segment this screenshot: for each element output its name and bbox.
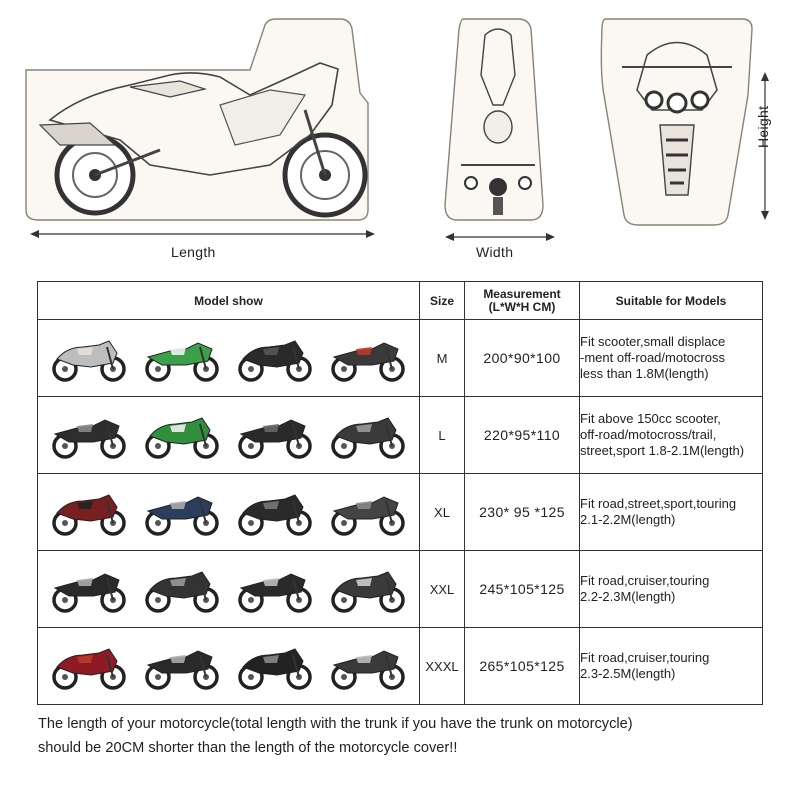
suitable-models-cell [580,628,763,705]
header-measurement-line1: Measurement [483,286,561,301]
length-note [38,712,778,760]
size-cell: M [420,320,465,397]
motorcycle-image [140,333,224,383]
header-measurement [465,282,580,320]
suitable-models-line: off-road/motocross/trail, [580,427,717,442]
measurement-cell: 230* 95 *125 [465,474,580,551]
model-show-cell [38,397,420,474]
motorcycle-image [326,564,410,614]
length-note-line1: The length of your motorcycle(total length with the trunk if you have the trunk on motorcycle) [38,716,633,732]
measurement-cell: 220*95*110 [465,397,580,474]
suitable-models-line: less than 1.8M(length) [580,366,709,381]
header-size: Size [420,282,465,320]
motorcycle-image [233,487,317,537]
suitable-models-line: Fit above 150cc scooter, [580,411,721,426]
model-show-cell [38,320,420,397]
motorcycle-image [140,564,224,614]
motorcycle-image [47,410,131,460]
motorcycle-image [140,410,224,460]
suitable-models-cell [580,320,763,397]
table-row [38,474,763,551]
suitable-models-line: Fit road,cruiser,touring [580,650,710,665]
suitable-models-line: Fit scooter,small displace [580,334,726,349]
table-row [38,551,763,628]
table-row [38,397,763,474]
motorcycle-image [233,564,317,614]
suitable-models-cell [580,474,763,551]
table-row [38,320,763,397]
size-cell: XL [420,474,465,551]
size-chart-table [37,281,763,705]
size-cell: L [420,397,465,474]
motorcycle-image [326,641,410,691]
motorcycle-image [47,641,131,691]
measurement-cell: 200*90*100 [465,320,580,397]
header-measurement-line2: (L*W*H CM) [488,299,556,314]
suitable-models-line: Fit road,street,sport,touring [580,496,737,511]
motorcycle-image [140,487,224,537]
model-show-cell [38,628,420,705]
size-cell: XXL [420,551,465,628]
suitable-models-cell [580,397,763,474]
motorcycle-image [47,487,131,537]
suitable-models-line: 2.3-2.5M(length) [580,666,676,681]
suitable-models-line: -ment off-road/motocross [580,350,725,365]
header-suitable: Suitable for Models [580,282,763,320]
front-view-diagram [443,15,553,225]
model-show-cell [38,551,420,628]
motorcycle-image [140,641,224,691]
motorcycle-image [47,564,131,614]
motorcycle-image [47,333,131,383]
table-row [38,628,763,705]
suitable-models-line: Fit road,cruiser,touring [580,573,710,588]
measurement-cell: 265*105*125 [465,628,580,705]
length-label: Length [171,244,216,260]
side-view-diagram [20,15,390,230]
table-header-row [38,282,763,320]
height-label: Height [755,105,771,148]
suitable-models-line: 2.1-2.2M(length) [580,512,676,527]
suitable-models-line: street,sport 1.8-2.1M(length) [580,443,745,458]
header-model-show: Model show [38,282,420,320]
suitable-models-cell [580,551,763,628]
motorcycle-image [326,333,410,383]
motorcycle-image [233,333,317,383]
motorcycle-image [233,410,317,460]
length-note-line2: should be 20CM shorter than the length of the motorcycle cover!! [38,740,458,756]
size-cell: XXXL [420,628,465,705]
measurement-cell: 245*105*125 [465,551,580,628]
motorcycle-image [326,410,410,460]
width-label: Width [476,244,514,260]
motorcycle-image [233,641,317,691]
model-show-cell [38,474,420,551]
motorcycle-image [326,487,410,537]
width-arrow [445,231,555,243]
suitable-models-line: 2.2-2.3M(length) [580,589,676,604]
rear-view-diagram [592,15,762,230]
length-arrow [30,228,375,240]
